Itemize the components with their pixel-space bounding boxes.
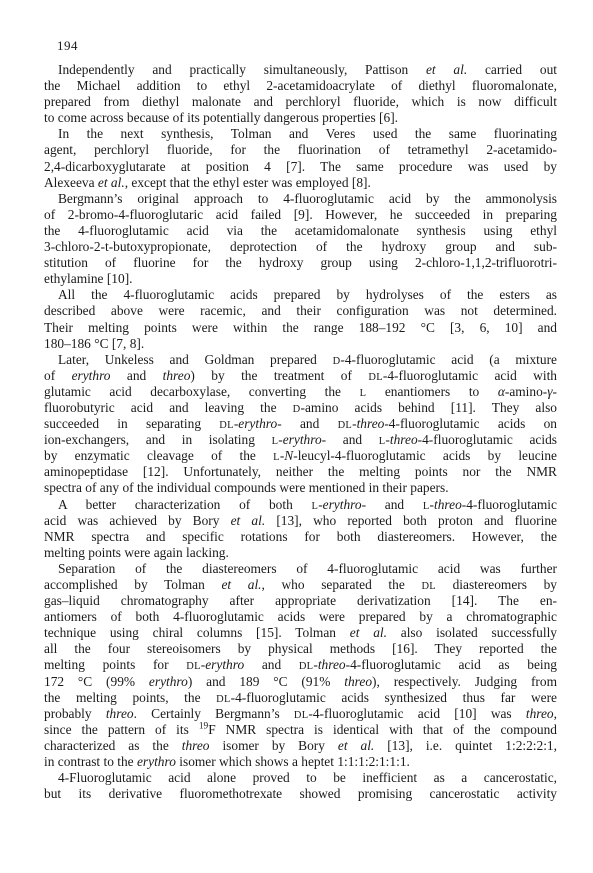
text-line: Bergmann’s original approach to 4-fluoroglutamic acid by the ammonolysis	[58, 190, 557, 206]
text-line: gas–liquid chromatography after appropriate derivatization [14]. The en-	[44, 593, 557, 609]
text-line: Their melting points were within the range 188–192 °C [3, 6, 10] and	[44, 319, 557, 335]
text-line: but its derivative fluoromethotrexate showed promising cancerostatic activity	[44, 786, 557, 802]
text-line: antiomers of both 4-fluoroglutamic acids were prepared by a chromatographic	[44, 609, 557, 625]
text-line: 3-chloro-2-t-butoxypropionate, deprotection of the hydroxy group and sub-	[44, 239, 557, 255]
text-line: acid was achieved by Bory et al. [13], who reported both proton and fluorine	[44, 512, 557, 528]
text-line: 180–186 °C [7, 8].	[44, 335, 145, 351]
text-line: melting points were again lacking.	[44, 544, 229, 560]
text-line: aminopeptidase [12]. Unfortunately, neither the melting points nor the NMR	[44, 464, 557, 480]
text-line: 2,4-dicarboxyglutarate at position 4 [7]. The same procedure was used by	[44, 158, 557, 174]
text-line: succeeded in separating DL-erythro- and DL-threo-4-fluoroglutamic acids on	[44, 416, 557, 432]
text-line: of erythro and threo) by the treatment of DL-4-fluoroglutamic acid with	[44, 367, 557, 383]
text-line: all the four stereoisomers by physical methods [16]. They reported the	[44, 641, 557, 657]
text-line: spectra of any of the individual compounds were mentioned in their papers.	[44, 480, 449, 496]
text-line: All the 4-fluoroglutamic acids prepared by hydrolyses of the esters as	[58, 287, 557, 303]
text-line: of 2-bromo-4-fluoroglutaric acid failed [9]. However, he succeeded in preparing	[44, 206, 557, 222]
text-line: Separation of the diastereomers of 4-fluoroglutamic acid was further	[58, 560, 557, 576]
text-line: A better characterization of both L-erythro- and L-threo-4-fluoroglutamic	[58, 496, 557, 512]
text-line: the melting points, the DL-4-fluoroglutamic acids synthesized thus far were	[44, 689, 557, 705]
page-number: 194	[57, 38, 78, 53]
text-line: glutamic acid decarboxylase, converting the L enantiomers to α-amino-γ-	[44, 383, 557, 399]
text-line: Alexeeva et al., except that the ethyl ester was employed [8].	[44, 174, 371, 190]
text-line: the 4-fluoroglutamic acid via the acetamidomalonate synthesis using ethyl	[44, 222, 557, 238]
text-line: ion-exchangers, and in isolating L-erythro- and L-threo-4-fluoroglutamic acids	[44, 432, 557, 448]
text-line: to come across because of its potentially dangerous properties [6].	[44, 110, 398, 126]
text-line: Later, Unkeless and Goldman prepared D-4-fluoroglutamic acid (a mixture	[58, 351, 557, 367]
text-line: melting points for DL-erythro and DL-threo-4-fluoroglutamic acid as being	[44, 657, 557, 673]
text-line: described above were racemic, and their configuration was not determined.	[44, 303, 557, 319]
text-line: fluorobutyric acid and leaving the D-amino acids behind [11]. They also	[44, 399, 557, 415]
text-line: 172 °C (99% erythro) and 189 °C (91% threo), respectively. Judging from	[44, 673, 557, 689]
text-line: technique using chiral columns [15]. Tolman et al. also isolated successfully	[44, 625, 557, 641]
text-line: accomplished by Tolman et al., who separated the DL diastereomers by	[44, 577, 558, 592]
text-line: by enzymatic cleavage of the L-N-leucyl-4-fluoroglutamic acids by leucine	[44, 448, 557, 464]
text-line: In the next synthesis, Tolman and Veres used the same fluorinating	[58, 126, 557, 142]
text-line: NMR spectra and specific rotations for both diastereomers. However, the	[44, 528, 557, 544]
body-text	[44, 62, 557, 802]
text-line: the Michael addition to ethyl 2-acetamidoacrylate of diethyl fluoromalonate,	[44, 78, 557, 94]
text-line: in contrast to the erythro isomer which shows a heptet 1:1:1:2:1:1:1.	[44, 754, 410, 770]
text-line: characterized as the threo isomer by Bory et al. [13], i.e. quintet 1:2:2:2:1,	[44, 737, 557, 753]
text-line: probably threo. Certainly Bergmann’s DL-4-fluoroglutamic acid [10] was threo,	[44, 705, 557, 721]
text-line: agent, perchloryl fluoride, for the fluorination of tetramethyl 2-acetamido-	[44, 142, 557, 158]
text-line: 4-Fluoroglutamic acid alone proved to be inefficient as a cancerostatic,	[58, 770, 557, 786]
text-line: prepared from diethyl malonate and perchloryl fluoride, which is now difficult	[44, 94, 557, 110]
text-line: since the pattern of its $^{19}$F NMR spectra is identical with that of the compound	[44, 721, 557, 737]
text-line: stitution of fluorine for the hydroxy group using 2-chloro-1,1,2-trifluorotri-	[44, 255, 557, 271]
text-line: ethylamine [10].	[44, 271, 133, 287]
text-line: Independently and practically simultaneously, Pattison et al. carried out	[58, 62, 557, 77]
